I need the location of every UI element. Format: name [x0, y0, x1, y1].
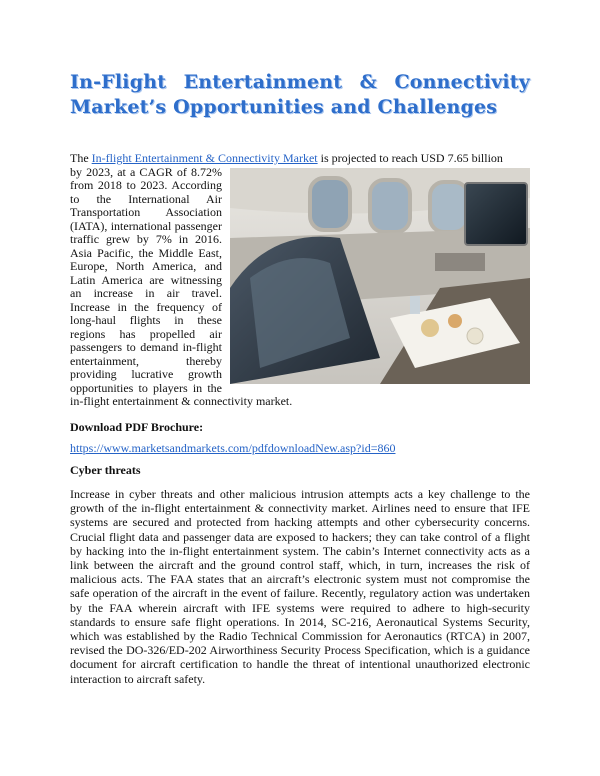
cyber-threats-heading: Cyber threats	[70, 463, 141, 477]
title-line-2: Market’s Opportunities and Challenges	[70, 96, 498, 118]
intro-paragraph	[70, 152, 530, 409]
intro-first-line	[70, 152, 530, 166]
cyber-threats-paragraph: Increase in cyber threats and other malicious intrusion attempts acts a key challenge to the growth of the in-flight entertainment & connectivity market. Airlines need to ensure that IFE systems are secured and protected from hacking attempts and other cybersecurity concerns. Crucial flight data and passenger data are exposed to hackers; they can take control of a flight by hacking into the in-flight entertainment system. The cabin’s Internet connectivity acts as a link between the aircraft and the ground control staff, which, in turn, increases the risk of malicious acts. The FAA states that an aircraft’s electronic system must not compromise the safe operation of the aircraft in the event of failure. Recently, regulatory action was undertaken by the FAA wherein aircraft with IFE systems were required to adhere to high-security standards to ensure safe flight operations. In 2014, SC-216, Aeronautical Systems Security, which was established by the Radio Technical Commission for Aeronautics (RTCA) in 2007, revised the DO-326/ED-202 Airworthiness Security Process Specification, which is a guidance document for aircraft certification to handle the threat of intentional unauthorized electronic interaction to aircraft safety.	[70, 487, 530, 686]
intro-prefix: The	[70, 151, 92, 165]
brochure-heading: Download PDF Brochure:	[70, 420, 204, 434]
intro-body: by 2023, at a CAGR of 8.72% from 2018 to 2023. According to the International Air Transportation Association (IATA), international passenger traffic grew by 7% in 2016. Asia Pacific, the Middle East, Europe, North America, and Latin America are witnessing an increase in air travel. Increase in the frequency of long-haul flights in these regions has propelled air passengers to demand in-flight entertainment, thereby providing lucrative growth opportunities to players in the in-flight entertainment & connectivity market.	[70, 164, 293, 408]
brochure-download-link[interactable]: https://www.marketsandmarkets.com/pdfdownloadNew.asp?id=860	[70, 441, 396, 455]
market-report-link[interactable]: In-flight Entertainment & Connectivity Market	[91, 151, 318, 165]
title-line-1: In-Flight Entertainment & Connectivity	[70, 71, 530, 93]
page-title	[70, 70, 530, 120]
intro-first-suffix: is projected to reach USD 7.65 billion	[317, 151, 503, 165]
airplane-cabin-image	[230, 168, 530, 384]
